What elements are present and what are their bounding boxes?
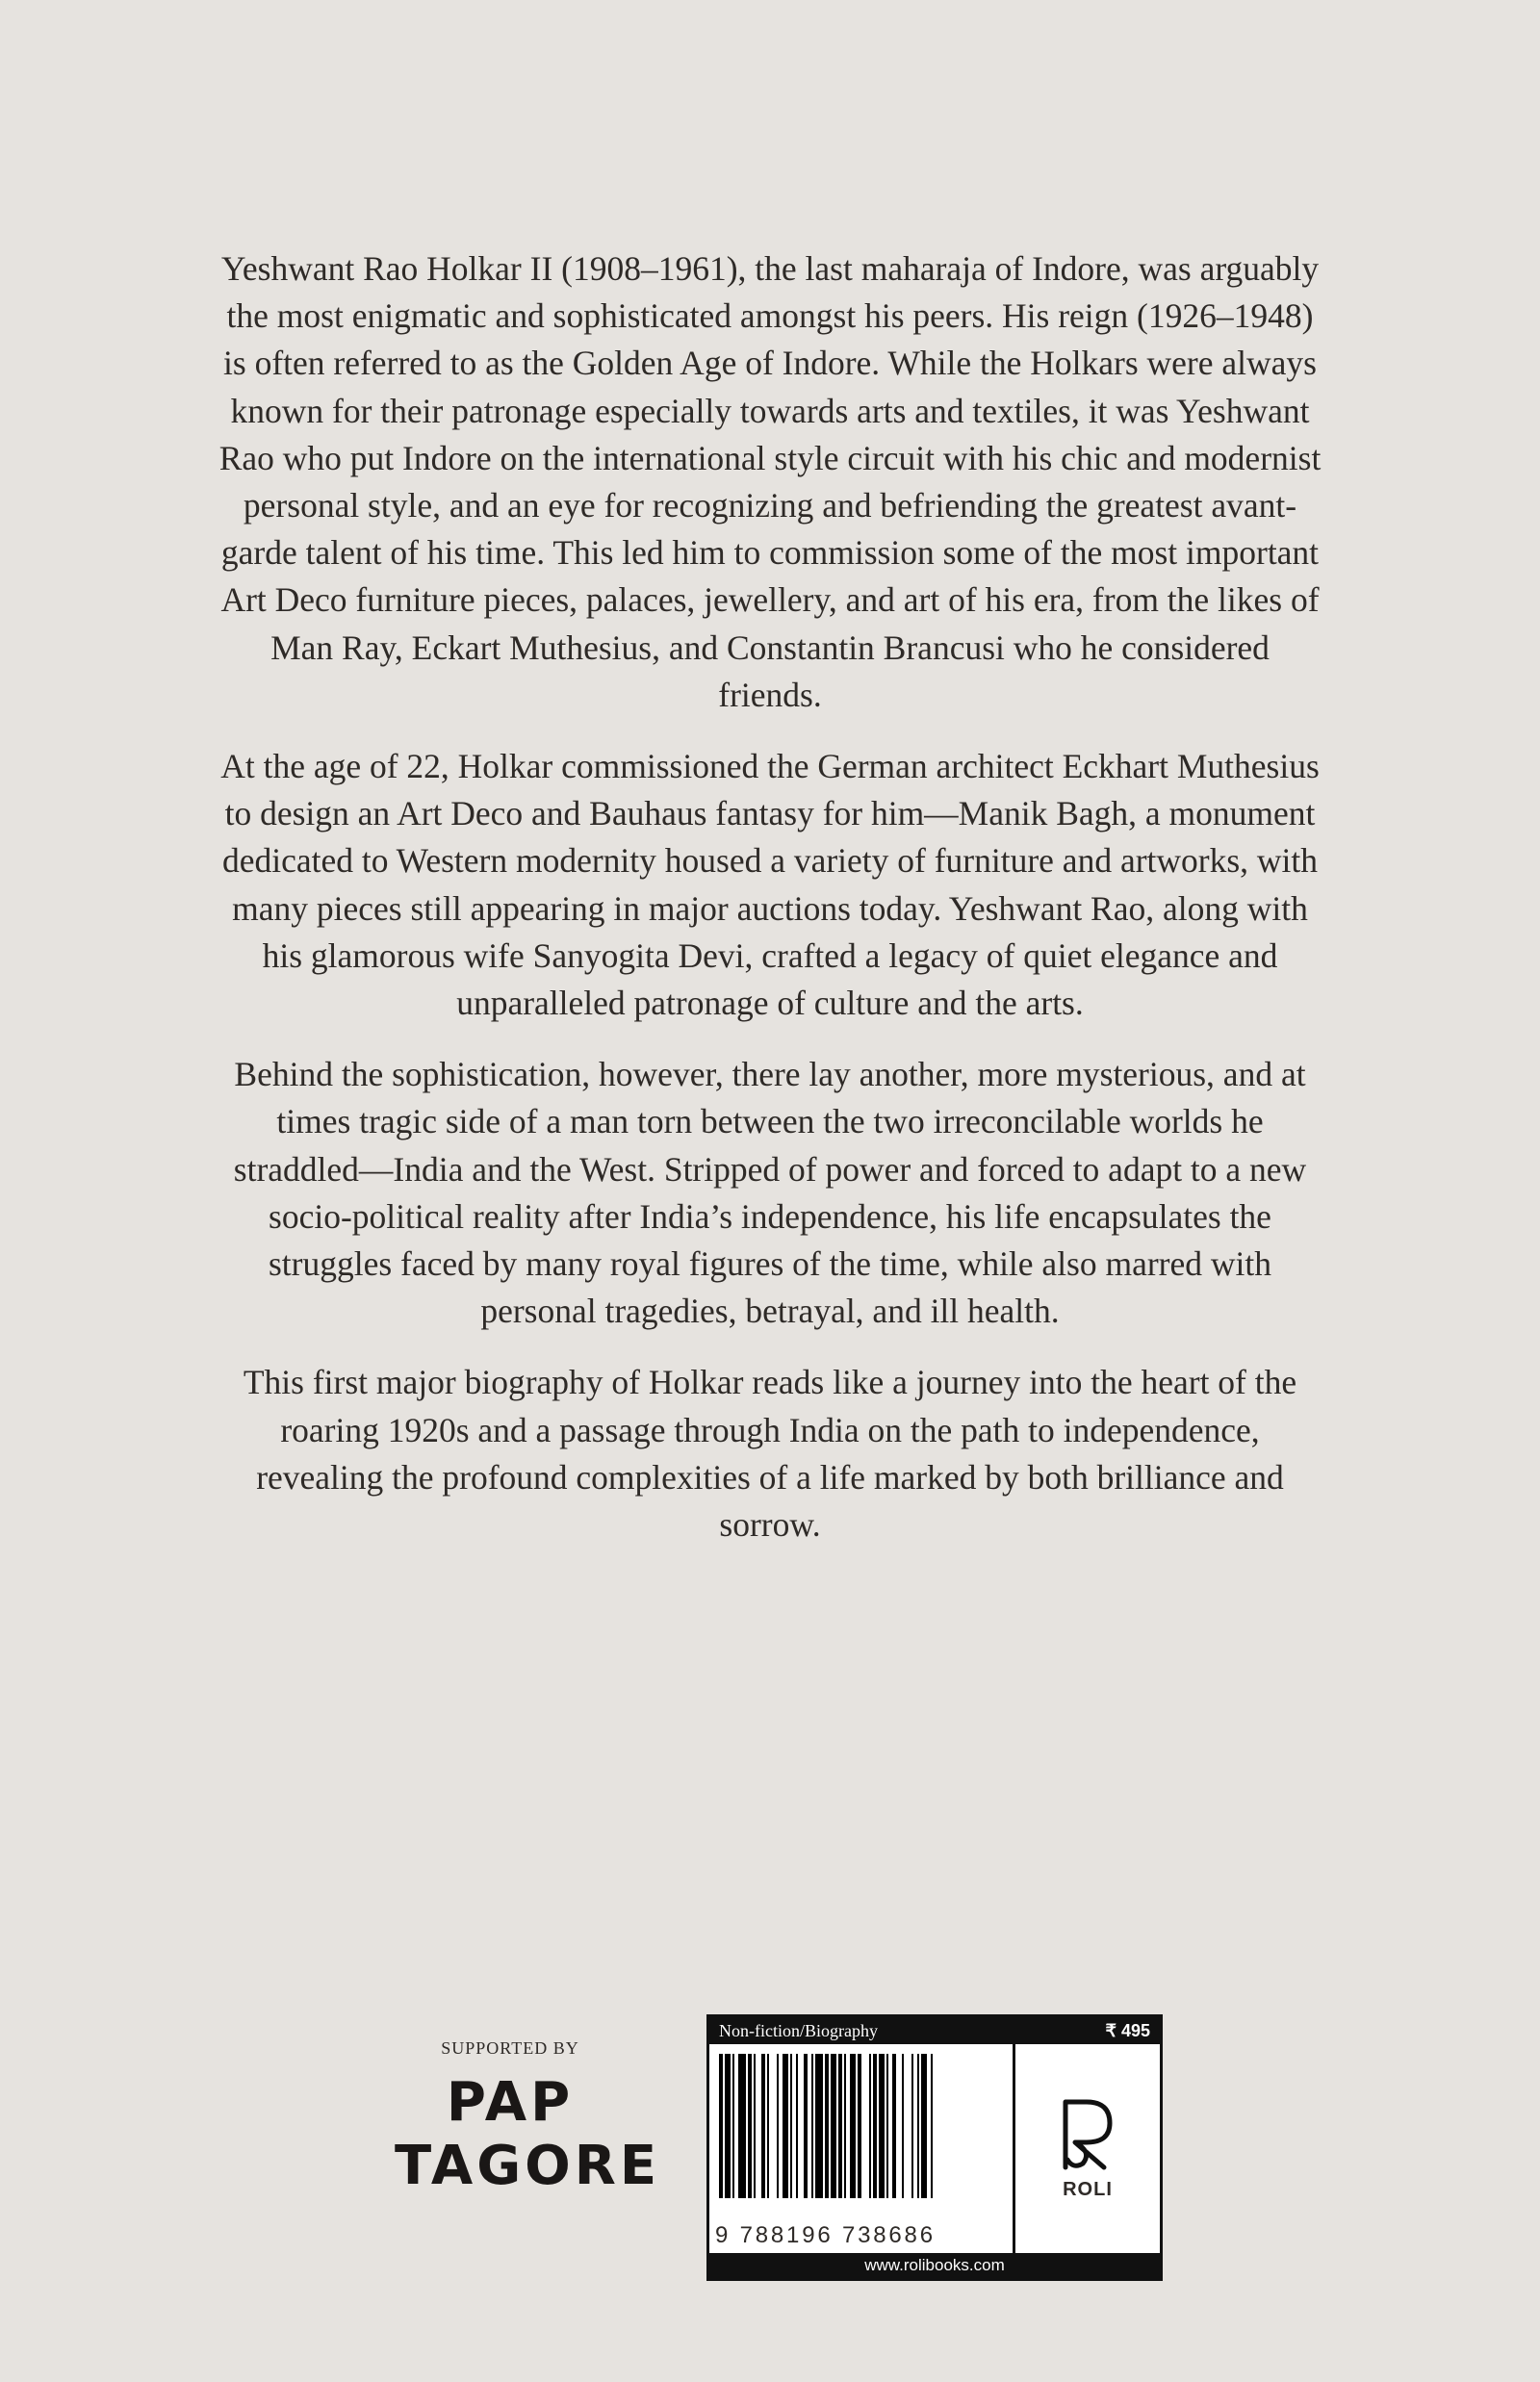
barcode-bar bbox=[783, 2054, 788, 2198]
isbn-digits: 9 788196 738686 bbox=[715, 2222, 936, 2248]
sponsor-name-line-2: TAGORE bbox=[395, 2135, 661, 2197]
barcode-box bbox=[706, 2014, 1163, 2281]
barcode-bar bbox=[732, 2054, 734, 2198]
barcode-bar bbox=[796, 2054, 798, 2198]
barcode-bar bbox=[892, 2054, 896, 2198]
barcode-bar bbox=[931, 2054, 933, 2198]
isbn-barcode bbox=[709, 2044, 1015, 2253]
supported-by-label: SUPPORTED BY bbox=[441, 2038, 579, 2058]
barcode-bar bbox=[811, 2054, 813, 2198]
barcode-bar bbox=[921, 2054, 927, 2198]
barcode-bar bbox=[886, 2054, 888, 2198]
back-cover-blurb bbox=[217, 245, 1323, 1573]
barcode-bar bbox=[917, 2054, 919, 2198]
barcode-bar bbox=[825, 2054, 829, 2198]
barcode-bar bbox=[838, 2054, 842, 2198]
barcode-bar bbox=[725, 2054, 731, 2198]
barcode-bar bbox=[738, 2054, 746, 2198]
sponsor-block bbox=[395, 2036, 661, 2198]
barcode-bar bbox=[719, 2054, 723, 2198]
barcode-bar bbox=[777, 2054, 779, 2198]
barcode-bars-graphic bbox=[715, 2054, 1004, 2219]
barcode-bar bbox=[869, 2054, 871, 2198]
barcode-bar bbox=[850, 2054, 856, 2198]
barcode-header bbox=[709, 2017, 1160, 2044]
publisher-website: www.rolibooks.com bbox=[709, 2253, 1160, 2278]
blurb-paragraph-4: This first major biography of Holkar reads like a journey into the heart of the roaring 1920s and a passage through India on the path to independence, revealing the profound complexities of a life marked by both brilliance and sorrow. bbox=[243, 1363, 1297, 1545]
blurb-paragraph-1: Yeshwant Rao Holkar II (1908–1961), the last maharaja of Indore, was arguably the most enigmatic and sophisticated amongst his peers. His reign (1926–1948) is often referred to as the Golden Age of Indore. While the Holkars were always known for their patronage especially towards arts and textiles, it was Yeshwant Rao who put Indore on the international style circuit with his chic and modernist personal style, and an eye for recognizing and befriending the greatest avant-garde talent of his time. This led him to commission some of the most important Art Deco furniture pieces, palaces, jewellery, and art of his era, from the likes of Man Ray, Eckart Muthesius, and Constantin Brancusi who he considered friends. bbox=[218, 249, 1322, 714]
barcode-bar bbox=[873, 2054, 877, 2198]
barcode-bar bbox=[911, 2054, 913, 2198]
barcode-bar bbox=[761, 2054, 765, 2198]
barcode-bar bbox=[844, 2054, 846, 2198]
barcode-bar bbox=[754, 2054, 756, 2198]
publisher-logo-area bbox=[1015, 2044, 1160, 2253]
barcode-bar bbox=[790, 2054, 792, 2198]
barcode-bar bbox=[902, 2054, 904, 2198]
barcode-bar bbox=[804, 2054, 808, 2198]
barcode-bar bbox=[767, 2054, 769, 2198]
blurb-paragraph-2: At the age of 22, Holkar commissioned the German architect Eckhart Muthesius to design an Art Deco and Bauhaus fantasy for him—Manik Bagh, a monument dedicated to Western modernity housed a variety of furniture and artworks, with many pieces still appearing in major auctions today. Yeshwant Rao, along with his glamorous wife Sanyogita Devi, crafted a legacy of quiet elegance and unparalleled patronage of culture and the arts. bbox=[220, 747, 1320, 1023]
roli-logo-icon bbox=[1054, 2096, 1121, 2173]
category-label: Non-fiction/Biography bbox=[719, 2020, 878, 2040]
publisher-name: ROLI bbox=[1063, 2179, 1113, 2200]
barcode-bar bbox=[879, 2054, 885, 2198]
price-label: ₹ 495 bbox=[1105, 2020, 1150, 2040]
barcode-bar bbox=[831, 2054, 836, 2198]
blurb-paragraph-3: Behind the sophistication, however, there lay another, more mysterious, and at times tragic side of a man torn between the two irreconcilable worlds he straddled—India and the West. Stripped of power and forced to adapt to a new socio-political reality after India’s independence, his life encapsulates the struggles faced by many royal figures of the time, while also marred with personal tragedies, betrayal, and ill health. bbox=[233, 1055, 1307, 1331]
sponsor-name-line-1: PAP bbox=[446, 2071, 575, 2134]
barcode-bar bbox=[748, 2054, 752, 2198]
pap-tagore-logo bbox=[395, 2071, 661, 2198]
barcode-bar bbox=[815, 2054, 823, 2198]
barcode-bar bbox=[858, 2054, 861, 2198]
